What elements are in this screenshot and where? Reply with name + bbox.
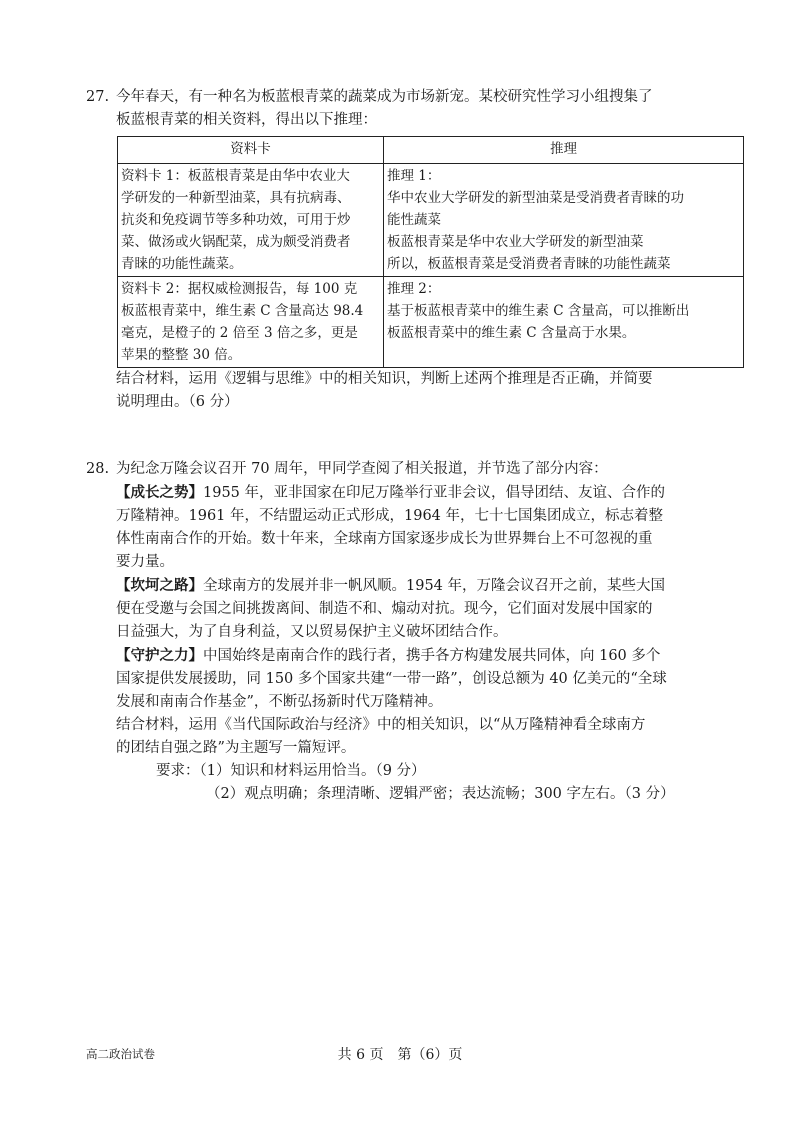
question-27 bbox=[86, 86, 746, 414]
card-1-line: 青睐的功能性蔬菜。 bbox=[121, 256, 243, 272]
card-2-line: 资料卡 2：据权威检测报告，每 100 克 bbox=[121, 281, 358, 297]
card-2-line: 毫克，是橙子的 2 倍至 3 倍之多，更是 bbox=[121, 325, 358, 341]
section-tag: 【守护之力】 bbox=[116, 647, 203, 664]
section-tag: 【坎坷之路】 bbox=[116, 577, 203, 594]
q28-task-line1: 结合材料，运用《当代国际政治与经济》中的相关知识，以“从万隆精神看全球南方 bbox=[116, 717, 646, 733]
card-2-line: 板蓝根青菜中，维生素 C 含量高达 98.4 bbox=[121, 303, 364, 319]
q28-section-hardship bbox=[86, 574, 746, 644]
card-1-line: 资料卡 1：板蓝根青菜是由华中农业大 bbox=[121, 168, 350, 184]
section-line: 体性南南合作的开始。数十年来，全球南方国家逐步成长为世界舞台上不可忽视的重 bbox=[116, 531, 653, 547]
reasoning-1-line: 板蓝根青菜是华中农业大学研发的新型油菜 bbox=[387, 234, 644, 250]
card-1-line: 学研发的一种新型油菜，具有抗病毒、 bbox=[121, 190, 351, 206]
footer-page-number: 共 6 页 第（6）页 bbox=[337, 1047, 463, 1063]
reasoning-1-line: 所以，板蓝根青菜是受消费者青睐的功能性蔬菜 bbox=[387, 256, 671, 272]
card-1-line: 菜、做汤或火锅配菜，成为颇受消费者 bbox=[121, 234, 351, 250]
header-reasoning: 推理 bbox=[384, 137, 744, 164]
reasoning-1-line: 推理 1： bbox=[387, 168, 441, 184]
section-line: 要力量。 bbox=[116, 554, 174, 570]
table-header-row bbox=[118, 137, 744, 164]
reasoning-1-line: 华中农业大学研发的新型油菜是受消费者青睐的功 bbox=[387, 190, 684, 206]
q27-task bbox=[86, 368, 746, 414]
q28-section-growth bbox=[86, 481, 746, 574]
reference-table bbox=[117, 136, 744, 368]
reasoning-1 bbox=[384, 164, 744, 277]
section-line: 日益强大，为了自身利益，又以贸易保护主义破坏团结合作。 bbox=[116, 624, 508, 640]
question-28 bbox=[86, 458, 746, 806]
section-line: 全球南方的发展并非一帆风顺。1954 年，万隆会议召开之前，某些大国 bbox=[203, 578, 666, 594]
card-1 bbox=[118, 164, 384, 277]
q27-task-line2: 说明理由。（6 分） bbox=[116, 394, 239, 410]
header-card: 资料卡 bbox=[118, 137, 384, 164]
section-line: 发展和南南合作基金”，不断弘扬新时代万隆精神。 bbox=[116, 694, 443, 710]
q28-requirement-2: （2）观点明确；条理清晰、逻辑严密；表达流畅；300 字左右。（3 分） bbox=[206, 786, 675, 802]
card-2 bbox=[118, 277, 384, 368]
q27-stem bbox=[86, 86, 746, 132]
reasoning-2-line: 基于板蓝根青菜中的维生素 C 含量高，可以推断出 bbox=[387, 303, 690, 319]
q27-stem-line2: 板蓝根青菜的相关资料，得出以下推理： bbox=[116, 112, 377, 128]
reasoning-2-line: 推理 2： bbox=[387, 281, 441, 297]
q28-intro: 为纪念万隆会议召开 70 周年，甲同学查阅了相关报道，并节选了部分内容： bbox=[116, 461, 608, 477]
q27-task-line1: 结合材料，运用《逻辑与思维》中的相关知识，判断上述两个推理是否正确，并简要 bbox=[116, 371, 653, 387]
section-line: 国家提供发展援助，同 150 多个国家共建“一带一路”，创设总额为 40 亿美元的“全球 bbox=[116, 671, 667, 687]
section-line: 1955 年，亚非国家在印尼万隆举行亚非会议，倡导团结、友谊、合作的 bbox=[203, 485, 666, 501]
table-row bbox=[118, 277, 744, 368]
card-1-line: 抗炎和免疫调节等多种功效，可用于炒 bbox=[121, 212, 351, 228]
section-line: 万隆精神。1961 年，不结盟运动正式形成，1964 年，七十七国集团成立，标志着整 bbox=[116, 508, 664, 524]
q28-task bbox=[86, 714, 746, 760]
q28-section-guard bbox=[86, 644, 746, 714]
reasoning-2 bbox=[384, 277, 744, 368]
q27-number: 27. bbox=[86, 89, 110, 105]
reasoning-2-line: 板蓝根青菜中的维生素 C 含量高于水果。 bbox=[387, 325, 636, 341]
q28-intro-line bbox=[86, 458, 746, 481]
q28-requirement-1: 要求：（1）知识和材料运用恰当。（9 分） bbox=[156, 763, 426, 779]
footer-subject: 高二政治试卷 bbox=[86, 1047, 155, 1061]
q27-stem-line1: 今年春天，有一种名为板蓝根青菜的蔬菜成为市场新宠。某校研究性学习小组搜集了 bbox=[116, 89, 653, 105]
q28-task-line2: 的团结自强之路”为主题写一篇短评。 bbox=[116, 740, 356, 756]
section-line: 中国始终是南南合作的践行者，携手各方构建发展共同体，向 160 多个 bbox=[203, 648, 661, 664]
reasoning-1-line: 能性蔬菜 bbox=[387, 212, 441, 228]
section-line: 便在受邀与会国之间挑拨离间、制造不和、煽动对抗。现今，它们面对发展中国家的 bbox=[116, 601, 653, 617]
q28-number: 28. bbox=[86, 461, 110, 477]
table-row bbox=[118, 164, 744, 277]
card-2-line: 苹果的整整 30 倍。 bbox=[121, 347, 242, 363]
section-tag: 【成长之势】 bbox=[116, 484, 203, 501]
